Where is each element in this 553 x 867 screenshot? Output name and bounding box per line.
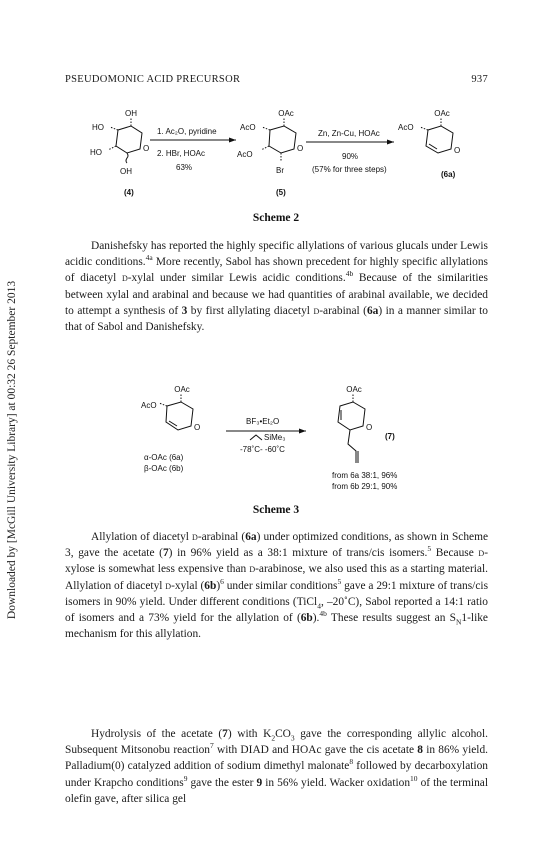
running-header — [65, 74, 488, 90]
step2-yield: 90% — [342, 152, 359, 161]
step1-line2: 2. HBr, HOAc — [157, 149, 206, 158]
compound-5-structure — [261, 118, 296, 162]
s3-product-ring-o: O — [366, 423, 373, 432]
s3-product-top-oac: OAc — [346, 385, 362, 394]
c5-bottom-br: Br — [276, 166, 284, 175]
c6a-ring-o: O — [454, 146, 461, 155]
s3-alpha-label: α-OAc (6a) — [144, 453, 184, 462]
paragraph-3: Hydrolysis of the acetate (7) with $K_2CO_3$ gave the corresponding allylic alcohol. Subsequent Mitsonobu reaction$^7$ with DIAD and HOAc gave the cis acetate 8 in 86% yield. Palladium(0) catalyzed addition of sodium dimethyl malonate$^8$ followed by decarboxylation under Krapcho conditions$^9$ gave the ester 9 in 56% yield. Wacker oxidation$^{10}$ of the terminal olefin gave, after silica gel — [65, 728, 489, 805]
compound-6a-structure — [420, 118, 453, 153]
c5-ring-o: O — [297, 144, 304, 153]
c6a-label: (6a) — [441, 170, 456, 179]
c6a-left-aco: AcO — [398, 123, 414, 132]
c5-left-bottom-aco: AcO — [237, 150, 253, 159]
c6a-top-oac: OAc — [434, 109, 450, 118]
c5-left-top-aco: AcO — [240, 123, 256, 132]
scheme3-product-structure — [338, 394, 365, 463]
c4-left-top-ho: HO — [92, 123, 104, 132]
s3-from-6a: from 6a 38:1, 96% — [332, 471, 398, 480]
step1-line1: 1. Ac₂O, pyridine — [157, 127, 217, 136]
scheme-2 — [0, 100, 553, 230]
c4-left-bottom-ho: HO — [90, 148, 102, 157]
s3-reagent-sime3: SiMe₃ — [264, 433, 286, 442]
step2-line3: (57% for three steps) — [312, 165, 387, 174]
compound-4-structure — [108, 118, 142, 163]
ref-4b: 4b — [345, 269, 354, 279]
scheme-2-caption: Scheme 2 — [252, 212, 300, 224]
c5-label: (5) — [276, 188, 286, 197]
scheme-3 — [0, 380, 553, 520]
paragraph-1: Danishefsky has reported the highly specific allylations of various glucals under Lewis acidic conditions.$^{4a}$ More recently, Sabol has shown precedent for highly specific allylations of diacetyl d-xylal under similar Lewis acidic conditions.$^{4b}$ Because of the similarities between xylal and arabinal and because we had quantities of arabinal available, we decided to attempt a synthesis of 3 by first allylating diacetyl d-arabinal (6a) in a manner similar to that of Sabol and Danishefsky. — [65, 240, 488, 334]
ref-4a: 4a — [145, 253, 153, 263]
s3-sm-left-aco: AcO — [141, 401, 157, 410]
s3-product-label: (7) — [385, 432, 395, 441]
c4-bottom-oh: OH — [120, 167, 132, 176]
page-number: 937 — [471, 74, 488, 85]
allyl-silane-drawing — [250, 435, 262, 440]
s3-sm-ring-o: O — [194, 423, 201, 432]
step1-yield: 63% — [176, 163, 193, 172]
c5-top-oac: OAc — [278, 109, 294, 118]
running-title: PSEUDOMONIC ACID PRECURSOR — [65, 74, 241, 85]
download-side-note: Downloaded by [McGill University Library] at 00:32 26 September 2013 — [6, 280, 18, 620]
c4-top-oh: OH — [125, 109, 137, 118]
s3-from-6b: from 6b 29:1, 90% — [332, 482, 398, 491]
scheme3-sm-structure — [159, 394, 193, 430]
c4-label: (4) — [124, 188, 134, 197]
paragraph-2: Allylation of diacetyl d-arabinal (6a) under optimized conditions, as shown in Scheme 3, gave the acetate (7) in 96% yield as a 38:1 mixture of trans/cis isomers.$^5$ Because d-xylose is somewhat less expensive than d-arabinose, we also used this as a starting material. Allylation of diacetyl d-xylal $(6b)^6$ under similar conditions$^5$ gave a 29:1 mixture of trans/cis isomers in 90% yield. Under different conditions (TiCl$_4$, –20˚C), Sabol reported a 14:1 ratio of isomers and a 73% yield for the allylation of (6b).$^{4b}$ These results suggest an $S_N1$-like mechanism for this allylation. — [65, 531, 489, 641]
c4-ring-o: O — [143, 144, 150, 153]
scheme-3-caption: Scheme 3 — [252, 504, 300, 516]
s3-reagent-temp: -78˚C- -60˚C — [240, 445, 285, 454]
s3-reagent-bf3: BF₃•Et₂O — [246, 417, 280, 426]
s3-beta-label: β-OAc (6b) — [144, 464, 184, 473]
step2-line1: Zn, Zn-Cu, HOAc — [318, 129, 380, 138]
s3-sm-top-oac: OAc — [174, 385, 190, 394]
